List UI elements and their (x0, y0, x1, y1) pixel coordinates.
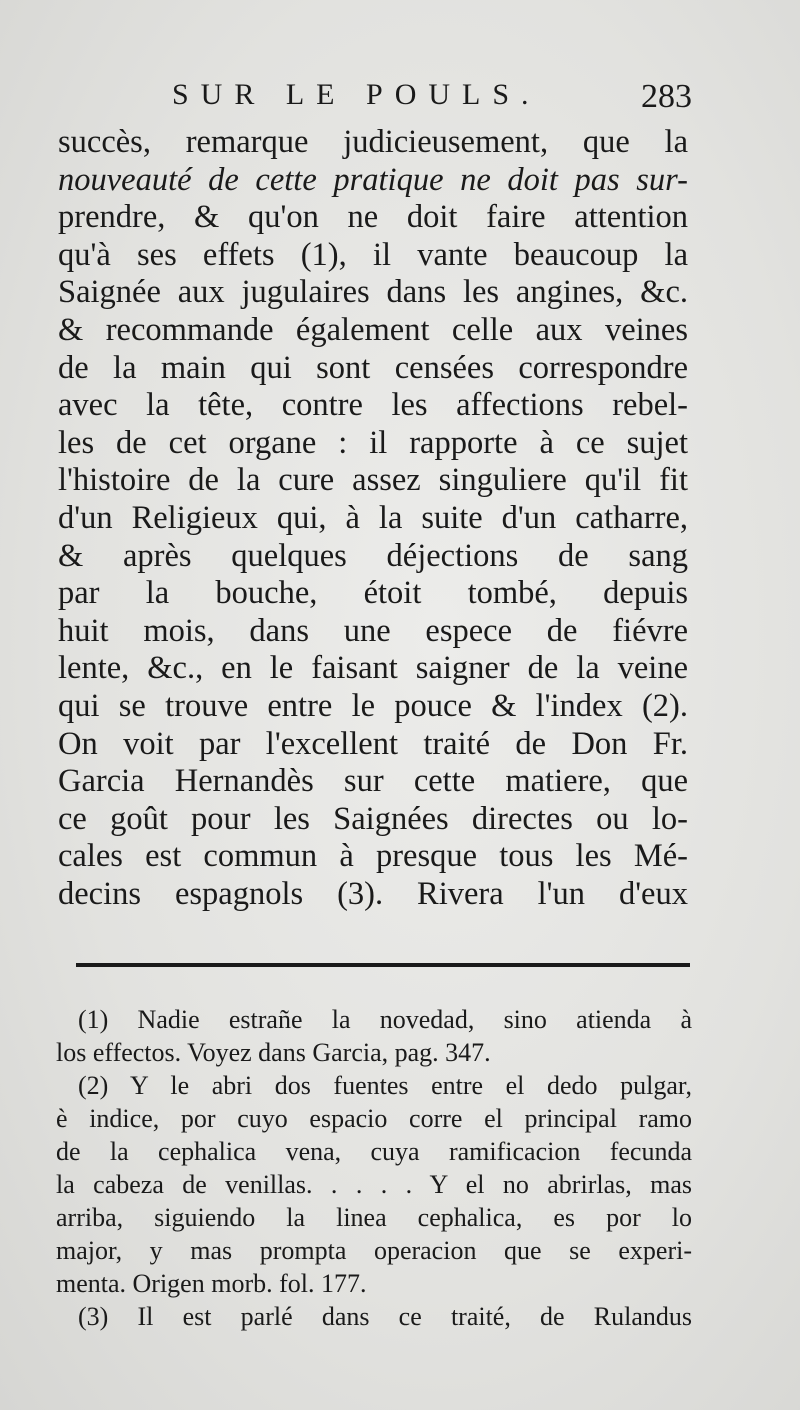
text-line: l'histoire de la cure assez singuliere qu'il fit (58, 462, 688, 499)
text-line: de la main qui sont censées correspondre (58, 349, 688, 386)
text-line: lente, &c., en le faisant saigner de la veine (58, 650, 688, 687)
text-line: decins espagnols (3). Rivera l'un d'eux (58, 875, 688, 912)
page-number: 283 (641, 78, 692, 115)
footnote-line: (3) Il est parlé dans ce traité, de Rulandus (78, 1302, 692, 1331)
footnote-line: de la cephalica vena, cuya ramificacion fecunda (56, 1137, 692, 1166)
footnote-line: arriba, siguiendo la linea cephalica, es por lo (56, 1203, 692, 1232)
text-line: & recommande également celle aux veines (58, 311, 688, 348)
text-line: par la bouche, étoit tombé, depuis (58, 575, 688, 612)
text-line: succès, remarque judicieusement, que la (58, 124, 688, 160)
footnote-line: menta. Origen morb. fol. 177. (56, 1269, 367, 1298)
text-line: avec la tête, contre les affections rebel- (58, 387, 688, 424)
footnote-line: è indice, por cuyo espacio corre el principal ramo (56, 1104, 692, 1133)
text-line: Garcia Hernandès sur cette matiere, que (58, 763, 688, 800)
footnote-line: la cabeza de venillas. . . . . Y el no abrirlas, mas (56, 1170, 692, 1199)
text-line: On voit par l'excellent traité de Don Fr. (58, 725, 688, 762)
footnote-line: (2) Y le abri dos fuentes entre el dedo pulgar, (78, 1071, 692, 1100)
text-line: & après quelques déjections de sang (58, 537, 688, 574)
page-header (172, 78, 692, 128)
text-line: cales est commun à presque tous les Mé- (58, 838, 688, 875)
text-line: huit mois, dans une espece de fiévre (58, 612, 688, 649)
footnote-line: los effectos. Voyez dans Garcia, pag. 347. (56, 1038, 491, 1067)
text-line: ce goût pour les Saignées directes ou lo- (58, 800, 688, 837)
text-line: d'un Religieux qui, à la suite d'un catharre, (58, 499, 688, 536)
text-line: qui se trouve entre le pouce & l'index (2). (58, 687, 688, 724)
footnote-line: (1) Nadie estrañe la novedad, sino atienda à (78, 1005, 692, 1034)
text-line: nouveauté de cette pratique ne doit pas sur- (58, 161, 688, 198)
footnote-rule (76, 963, 690, 967)
footnotes (56, 1003, 692, 1333)
footnote-line: major, y mas prompta operacion que se experi- (56, 1236, 692, 1265)
text-line: qu'à ses effets (1), il vante beaucoup la (58, 236, 688, 273)
text-line: les de cet organe : il rapporte à ce sujet (58, 424, 688, 461)
running-head: SUR LE POULS. (172, 78, 541, 111)
text-line: Saignée aux jugulaires dans les angines, &c. (58, 274, 688, 311)
body-text (58, 124, 688, 913)
text-line: prendre, & qu'on ne doit faire attention (58, 199, 688, 236)
